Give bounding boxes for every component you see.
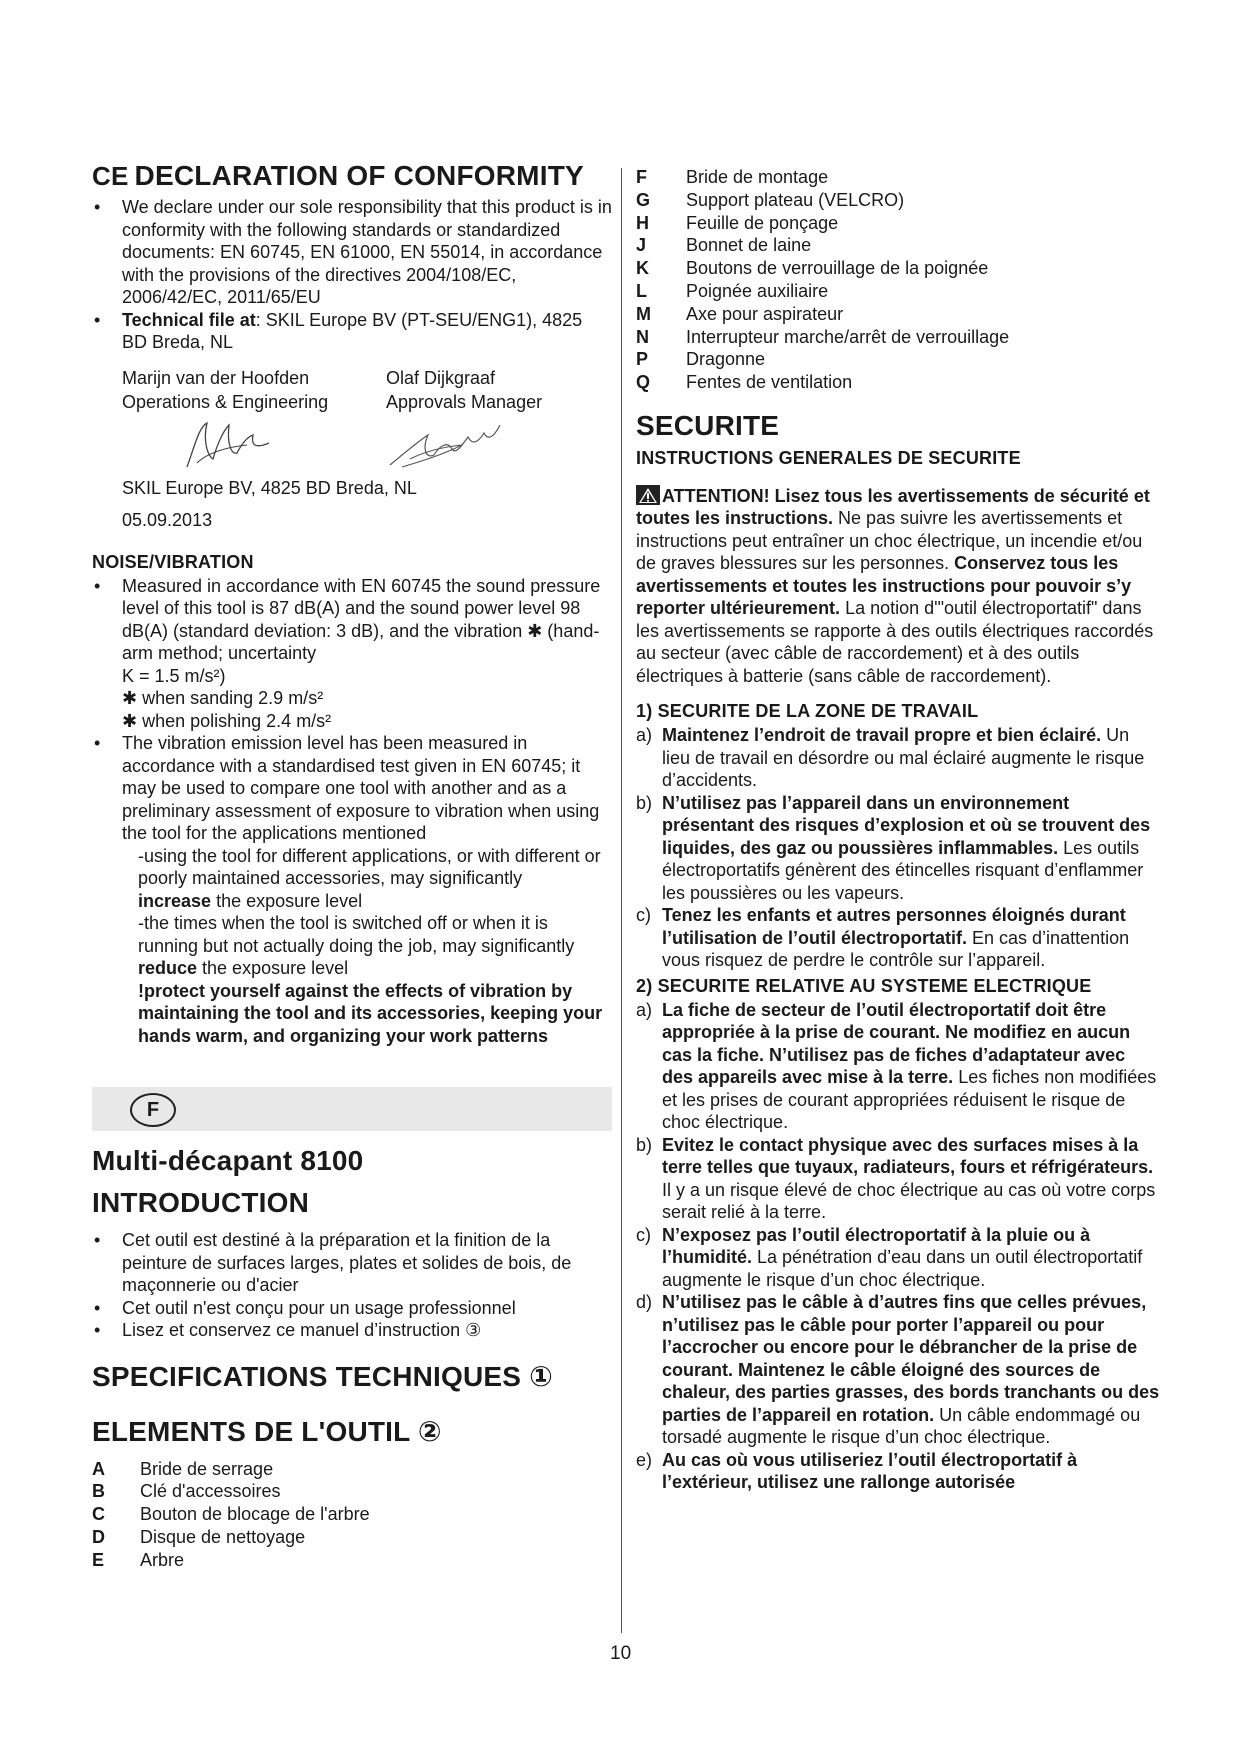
part-item: D Disque de nettoyage [92,1526,306,1547]
part-item: K Boutons de verrouillage de la poignée [636,258,989,279]
product-title: Multi-décapant 8100 [92,1145,364,1176]
signatory-1-name: Marijn van der Hoofden [122,367,310,388]
electrical-safety-title: 2) SECURITE RELATIVE AU SYSTEME ELECTRIQUE [636,975,1092,996]
part-item: L Poignée auxiliaire [636,280,829,301]
declaration-date: 05.09.2013 [122,509,213,530]
vibration-emission: • The vibration emission level has been measured in accordance with a standardised test given in EN 60745; it may be used to compare one tool with another and as a preliminary assessment of exposure to vibration when using the tool for the applications mentioned [92,732,612,845]
page-number: 10 [610,1643,632,1664]
safety-item: c) Tenez les enfants et autres personnes éloignés durant l’utilisation de l’outil électroportatif. En cas d’inattention vous risquez de perdre le contrôle sur l’appareil. [636,905,1130,971]
signatories [92,366,612,414]
specs-title: SPECIFICATIONS TECHNIQUES ① [92,1360,554,1392]
work-area-list [636,724,1161,972]
declaration-statement: • We declare under our sole responsibility that this product is in conformity with the following standards or standardized documents: EN 60745, EN 61000, EN 55014, in accordance with the provisions of the directives 2004/108/EC, 2006/42/EC, 2011/65/EU [92,196,612,309]
attention-paragraph: ATTENTION! Lisez tous les avertissements de sécurité et toutes les instructions. Ne pas suivre les avertissements et instructions peut entraîner un choc électrique, un incendie et/ou de graves blessures sur les personnes. Conservez tous les avertissements et toutes les instructions pour pouvoir s’y reporter ultérieurement. La notion d'"outil électroportatif" dans les avertissements se rapporte à des outils électriques raccordés au secteur (avec câble de raccordement) et à des outils électriques à batterie (sans câble de raccordement). [636,485,1154,686]
parts-list-right [636,166,1161,394]
part-item: C Bouton de blocage de l'arbre [92,1504,370,1525]
electrical-safety-list [636,999,1161,1494]
language-bar [92,1087,612,1131]
elements-title: ELEMENTS DE L'OUTIL ② [92,1415,442,1447]
introduction-list [92,1229,612,1342]
intro-item: • Lisez et conservez ce manuel d’instruction ③ [92,1319,612,1342]
part-item: Q Fentes de ventilation [636,372,853,393]
vibration-increase-note: -using the tool for different applications, or with different or poorly maintained accessories, may significantly increase the exposure level [138,845,601,911]
part-item: A Bride de serrage [92,1458,274,1479]
noise-heading: NOISE/VIBRATION [92,551,254,572]
introduction-title: INTRODUCTION [92,1187,310,1218]
safety-item: b) Evitez le contact physique avec des surfaces mises à la terre telles que tuyaux, radiateurs, fours et réfrigérateurs. Il y a un risque élevé de choc électrique au cas où votre corps serait relié à la terre. [636,1134,1156,1223]
signatory-1-role: Operations & Engineering [122,391,329,412]
part-item: J Bonnet de laine [636,235,812,256]
general-safety-title: INSTRUCTIONS GENERALES DE SECURITE [636,447,1021,468]
securite-title: SECURITE [636,409,780,441]
vibration-protect-note: !protect yourself against the effects of vibration by maintaining the tool and its accessories, keeping your hands warm, and organizing your work patterns [138,980,603,1046]
ce-mark-icon: CE [92,160,129,191]
vibration-reduce-note: -the times when the tool is switched off or when it is running but not actually doing the job, may significantly reduce the exposure level [138,913,575,978]
part-item: E Arbre [92,1549,185,1570]
declaration-title: CE DECLARATION OF CONFORMITY [92,160,584,191]
language-f-icon: F [130,1093,176,1127]
safety-item: b) N’utilisez pas l’appareil dans un environnement présentant des risques d’explosion et où se trouvent des liquides, des gaz ou poussières inflammables. Les outils électroportatifs génèrent des étincelles risquant d’enflammer les poussières ou les vapeurs. [636,792,1151,903]
intro-item: • Cet outil est destiné à la préparation et la finition de la peinture de surfaces larges, plates et solides de bois, de maçonnerie ou d'acier [92,1229,612,1297]
part-item: H Feuille de ponçage [636,212,839,233]
signatory-2-role: Approvals Manager [386,391,543,412]
work-area-title: 1) SECURITE DE LA ZONE DE TRAVAIL [636,701,979,722]
safety-item: a) Maintenez l’endroit de travail propre et bien éclairé. Un lieu de travail en désordre ou mal éclairé augmente le risque d’accidents. [636,725,1145,791]
safety-item: d) N’utilisez pas le câble à d’autres fins que celles prévues, n’utilisez pas le câble pour porter l’appareil ou pour l’accrocher ou encore pour le débrancher de la prise de courant. Maintenez le câble éloigné des sources de chaleur, des parties grasses, des bords tranchants ou des parties de l’appareil en rotation. Un câble endommagé ou torsadé augmente le risque d’un choc électrique. [636,1292,1160,1448]
left-column [92,160,612,1571]
part-item: P Dragonne [636,349,766,370]
part-item: N Interrupteur marche/arrêt de verrouillage [636,326,1010,347]
signatures [92,414,612,476]
safety-item: c) N’exposez pas l’outil électroportatif à la pluie ou à l’humidité. La pénétration d’eau dans un outil électroportatif augmente le risque d’un choc électrique. [636,1224,1143,1290]
safety-item: a) La fiche de secteur de l’outil électroportatif doit être appropriée à la prise de courant. Ne modifiez en aucun cas la fiche. N’utilisez pas de fiches d’adaptateur avec des appareils avec mise à la terre. Les fiches non modifiées et les prises de courant appropriées réduisent le risque de choc électrique. [636,999,1157,1133]
column-divider [621,168,622,1633]
signature-1-icon [177,415,277,475]
safety-item: e) Au cas où vous utiliseriez l’outil électroportatif à l’extérieur, utilisez une rallonge autorisée [636,1449,1078,1493]
parts-list-left [92,1458,612,1572]
declaration-list [92,196,612,354]
company-address: SKIL Europe BV, 4825 BD Breda, NL [122,477,417,498]
part-item: G Support plateau (VELCRO) [636,189,905,210]
right-column [636,166,1161,1494]
signatory-2-name: Olaf Dijkgraaf [386,367,496,388]
noise-measurement: • Measured in accordance with EN 60745 the sound pressure level of this tool is 87 dB(A) and the sound power level 98 dB(A) (standard deviation: 3 dB), and the vibration ✱ (hand-arm method; uncertainty K = 1.5 m/s²) ✱ when sanding 2.9 m/s² ✱ when polishing 2.4 m/s² [92,575,612,733]
noise-list [92,575,612,845]
intro-item: • Cet outil n'est conçu pour un usage professionnel [92,1297,612,1320]
part-item: B Clé d'accessoires [92,1481,281,1502]
technical-file: • Technical file at: SKIL Europe BV (PT-SEU/ENG1), 4825 BD Breda, NL [92,309,612,354]
part-item: F Bride de montage [636,167,829,187]
signature-2-icon [382,415,522,475]
warning-icon [636,485,660,505]
part-item: M Axe pour aspirateur [636,303,844,324]
